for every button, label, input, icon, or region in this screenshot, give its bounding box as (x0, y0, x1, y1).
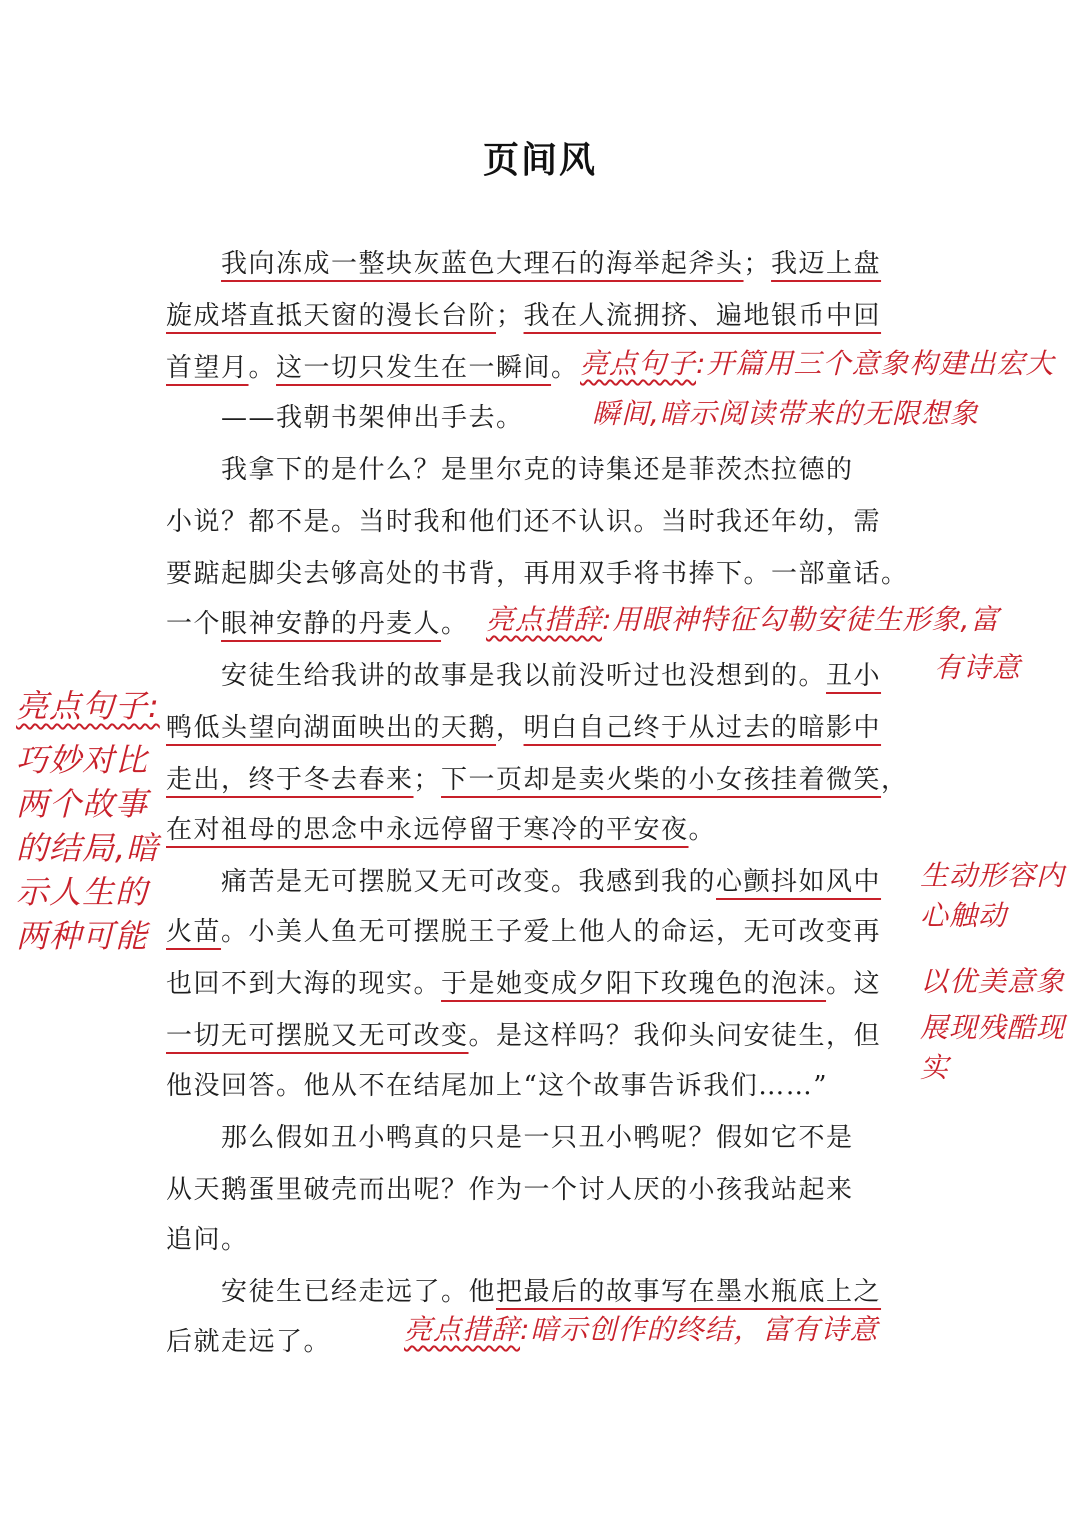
text-segment: 安徒生给我讲的故事是我以前没听过也没想到的。 (166, 661, 827, 691)
text-segment: 安徒生已经走远了。他 (166, 1277, 497, 1307)
annotation-text-line: 示人生的 (16, 873, 149, 911)
text-line (166, 658, 881, 694)
text-line (166, 710, 881, 746)
text-segment: 那么假如丑小鸭真的只是一只丑小鸭呢？假如它不是 (166, 1123, 854, 1153)
annotation-highlight-wording-1 (486, 600, 999, 640)
annotation-tag: 亮点措辞 (404, 1313, 521, 1346)
annotation-text-line: 展现残酷现 (920, 1011, 1066, 1044)
highlighted-text: 心颤抖如风中 (716, 867, 882, 897)
text-segment: 。小美人鱼无可摆脱王子爱上他人的命运，无可改变再 (221, 917, 882, 947)
text-segment: 小说？都不是。当时我和他们还不认识。当时我还年幼，需 (166, 507, 882, 537)
annotation-text-line: 以优美意象 (920, 965, 1066, 998)
text-line (166, 1274, 881, 1310)
annotation-text-line: 生动形容内 (920, 859, 1066, 892)
text-segment: 。是这样吗？我仰头问安徒生，但 (468, 1021, 882, 1051)
annotation-text: :暗示创作的终结，富有诗意 (520, 1313, 879, 1346)
highlighted-text: 在对祖母的思念中永远停留于寒冷的平安夜 (166, 815, 689, 845)
annotation-tag: 亮点句子: (16, 687, 160, 725)
text-line (166, 504, 881, 540)
text-segment: ； (496, 301, 524, 331)
annotation-highlight-wording-1-cont: 有诗意 (934, 651, 1022, 684)
annotation-highlight-sentence-2 (16, 684, 160, 958)
annotation-text: :用眼神特征勾勒安徒生形象,富 (602, 603, 1000, 636)
text-line (166, 864, 881, 900)
highlighted-text: 明白自己终于从过去的暗影中 (523, 713, 882, 743)
annotation-tag: 亮点措辞 (486, 603, 603, 636)
text-segment: 。 (441, 609, 469, 639)
annotation-text-line: 巧妙对比 (16, 741, 149, 779)
text-line (166, 1120, 854, 1156)
text-segment: 要踮起脚尖去够高处的书背，再用双手将书捧下。一部童话。 (166, 559, 909, 589)
text-line (166, 1018, 881, 1054)
text-line (166, 400, 524, 436)
highlighted-text: 眼神安静的丹麦人 (221, 609, 442, 639)
text-line (166, 966, 881, 1002)
annotation-beautiful-imagery (920, 962, 1065, 1088)
annotation-tag: 亮点句子 (580, 347, 697, 380)
annotation-text: :开篇用三个意象构建出宏大 (696, 347, 1055, 380)
text-segment (166, 249, 221, 279)
text-line (166, 452, 854, 488)
highlighted-text: 首望月 (166, 353, 249, 383)
text-line (166, 350, 579, 386)
text-line (166, 298, 881, 334)
text-segment: 也回不到大海的现实。 (166, 969, 442, 999)
highlighted-text: 把最后的故事写在墨水瓶底上之 (496, 1277, 882, 1307)
text-segment: 从天鹅蛋里破壳而出呢？作为一个讨人厌的小孩我站起来 (166, 1175, 854, 1205)
text-segment: 我拿下的是什么？是里尔克的诗集还是菲茨杰拉德的 (166, 455, 854, 485)
text-segment: 追问。 (166, 1225, 249, 1255)
highlighted-text: 火苗 (166, 917, 222, 947)
text-segment: 。 (688, 815, 717, 845)
text-line (166, 556, 909, 592)
text-segment: ——我朝书架伸出手去。 (166, 403, 524, 433)
highlighted-text: 我向冻成一整块灰蓝色大理石的海举起斧头 (221, 249, 744, 279)
annotation-highlight-sentence-1-cont: 瞬间,暗示阅读带来的无限想象 (592, 397, 979, 430)
text-line (166, 246, 881, 282)
highlighted-text: 这一切只发生在一瞬间 (276, 353, 552, 383)
text-segment: 。 (248, 353, 277, 383)
text-line (166, 1324, 331, 1360)
text-line (166, 762, 909, 798)
text-line (166, 606, 469, 642)
annotation-highlight-sentence-1 (580, 344, 1054, 384)
annotation-text-line: 两个故事 (16, 785, 149, 823)
text-segment: 痛苦是无可摆脱又无可改变。我感到我的 (166, 867, 717, 897)
annotation-inner-feeling (920, 856, 1065, 936)
text-line (166, 1172, 854, 1208)
highlighted-text: 我在人流拥挤、遍地银币中回 (523, 301, 882, 331)
annotation-highlight-wording-2 (404, 1310, 878, 1350)
highlighted-text: 我迈上盘 (771, 249, 882, 279)
text-segment: 。这 (826, 969, 882, 999)
text-segment: 他没回答。他从不在结尾加上“这个故事告诉我们……” (166, 1071, 829, 1101)
highlighted-text: 走出，终于冬去春来 (166, 765, 414, 795)
highlighted-text: 一切无可摆脱又无可改变 (166, 1021, 469, 1051)
text-line (166, 812, 716, 848)
text-segment: ， (496, 713, 524, 743)
highlighted-text: 鸭低头望向湖面映出的天鹅 (166, 713, 497, 743)
text-segment: 。 (551, 353, 579, 383)
text-segment: ； (413, 765, 442, 795)
annotation-text-line: 的结局,暗 (16, 829, 160, 867)
text-line (166, 914, 881, 950)
highlighted-text: 于是她变成夕阳下玫瑰色的泡沫 (441, 969, 827, 999)
text-segment: ， (881, 765, 909, 795)
text-segment: ； (743, 249, 772, 279)
text-line (166, 1222, 249, 1258)
page-title: 页间风 (482, 139, 597, 181)
annotation-text-line: 两种可能 (16, 917, 149, 955)
text-segment: 后就走远了。 (166, 1327, 332, 1357)
text-line (166, 1068, 828, 1104)
annotation-text-line: 心触动 (920, 899, 1008, 932)
annotation-text-line: 实 (920, 1051, 950, 1084)
highlighted-text: 旋成塔直抵天窗的漫长台阶 (166, 301, 497, 331)
highlighted-text: 丑小 (826, 661, 882, 691)
highlighted-text: 下一页却是卖火柴的小女孩挂着微笑 (441, 765, 882, 795)
text-segment: 一个 (166, 609, 222, 639)
